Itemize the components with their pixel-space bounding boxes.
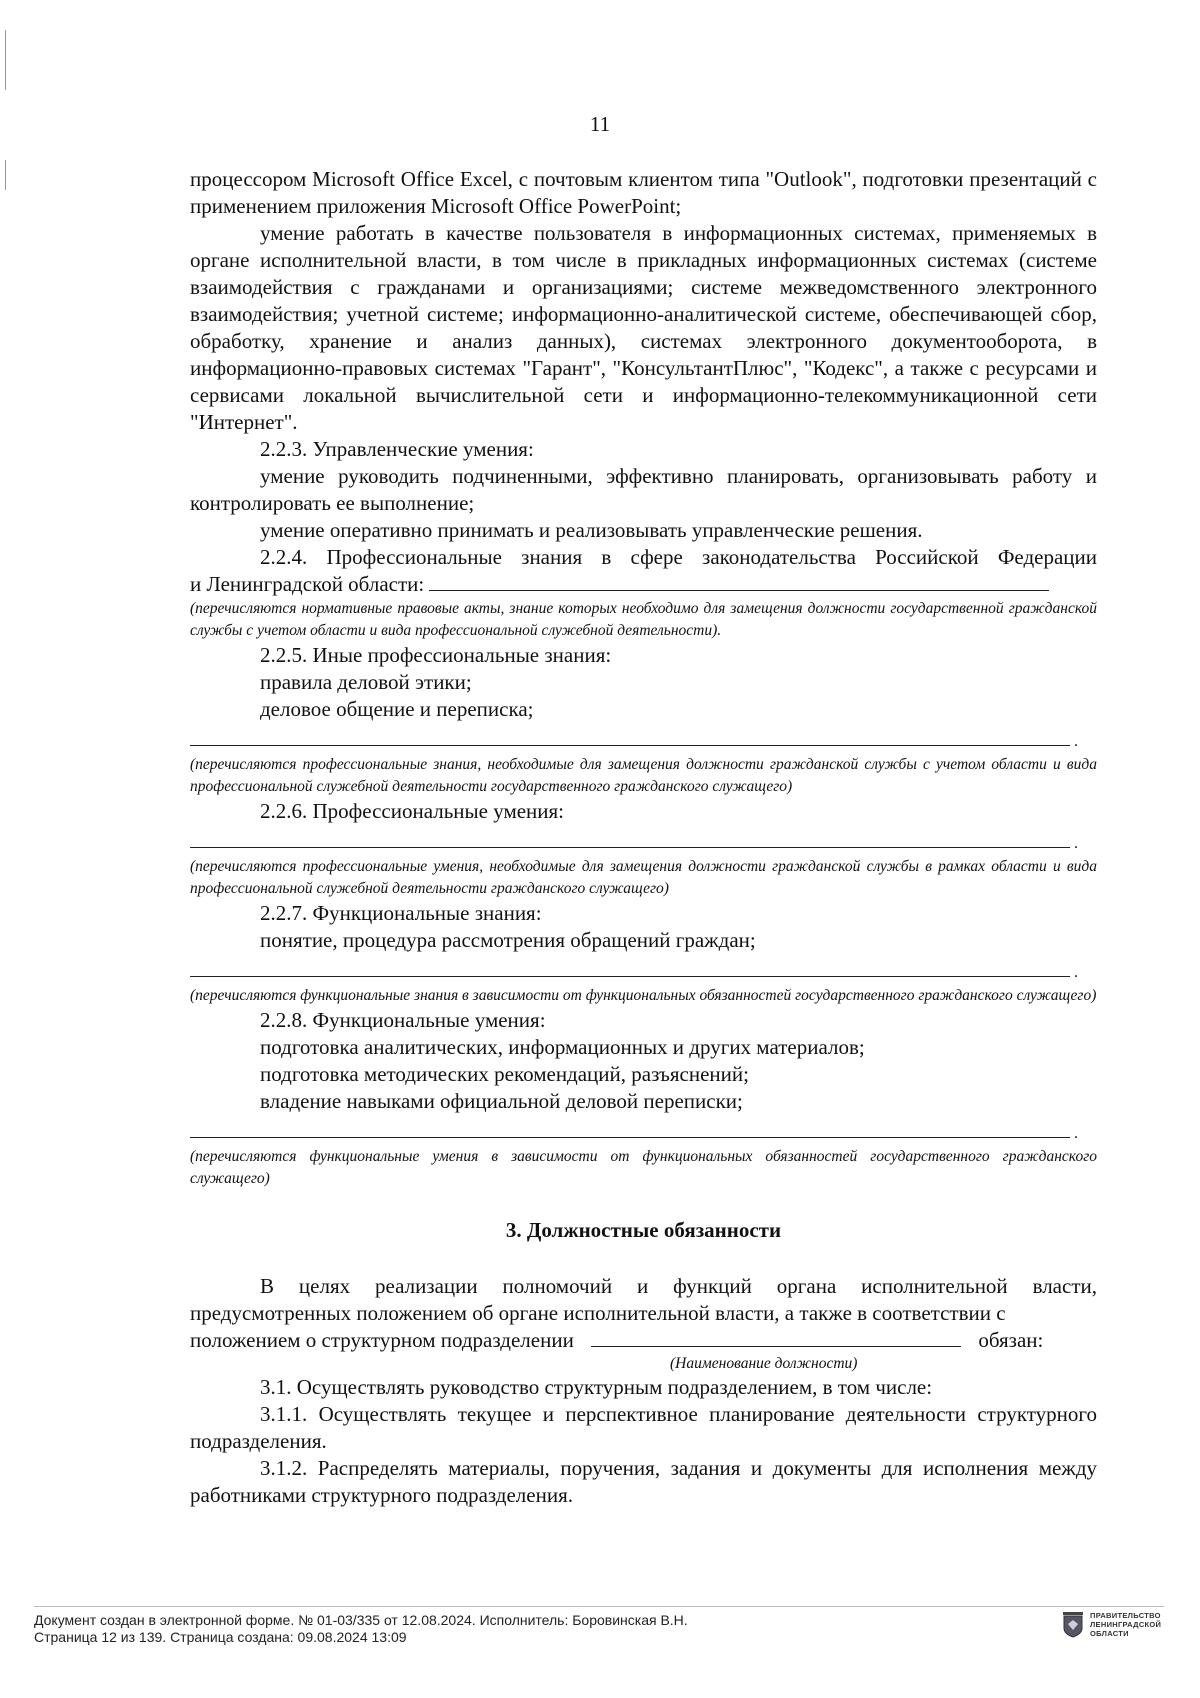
paragraph: 3.1.2. Распределять материалы, поручения, задания и документы для исполнения между работниками структурного подразделения. [190, 1456, 1097, 1507]
footer-divider [34, 1606, 1164, 1607]
paragraph-with-blank [190, 571, 1097, 598]
footer-line: Страница 12 из 139. Страница создана: 09.08.2024 13:09 [34, 1629, 407, 1645]
hint-note: (перечисляются профессиональные знания, необходимые для замещения должности гражданской службы с учетом области и вида профессиональной служебной деятельности государственного гражданского служащего) [190, 756, 1097, 795]
section-title: 2.2.3. Управленческие умения: [260, 437, 534, 461]
section-title: 2.2.4. Профессиональные знания в сфере законодательства Российской Федерации [260, 545, 1097, 569]
position-blank-line [591, 1328, 961, 1347]
paragraph: процессором Microsoft Office Excel, с почтовым клиентом типа "Outlook", подготовки презентаций с применением приложения Microsoft Office PowerPoint; [190, 167, 1097, 218]
scan-margin-mark [5, 30, 6, 90]
section-title: 2.2.6. Профессиональные умения: [260, 799, 565, 823]
hint-note: (перечисляются нормативные правовые акты, знание которых необходимо для замещения должности государственной гражданской службы с учетом области и вида профессиональной служебной деятельности). [190, 600, 1097, 639]
paragraph: В целях реализации полномочий и функций органа исполнительной власти, предусмотренных положением об органе исполнительной власти, а также в соответствии с [190, 1274, 1097, 1325]
list-item: умение руководить подчиненными, эффективно планировать, организовывать работу и контролировать ее выполнение; [190, 464, 1097, 515]
list-item: понятие, процедура рассмотрения обращений граждан; [260, 928, 756, 952]
blank-line [429, 572, 1049, 591]
paragraph-with-blank [190, 1327, 1097, 1354]
position-name-label: (Наименование должности) [670, 1355, 858, 1372]
list-item: подготовка аналитических, информационных и других материалов; [260, 1035, 865, 1059]
section-title: 2.2.8. Функциональные умения: [260, 1008, 546, 1032]
footer-line: Документ создан в электронной форме. № 01-03/335 от 12.08.2024. Исполнитель: Боровинская В.Н. [34, 1612, 688, 1628]
page-number: 11 [589, 112, 611, 136]
coat-of-arms-icon [1062, 1612, 1084, 1638]
hint-note: (перечисляются функциональные умения в зависимости от функциональных обязанностей государственного гражданского служащего) [190, 1148, 1097, 1187]
paragraph-text: и Ленинградской области: [190, 572, 425, 596]
section-heading: 3. Должностные обязанности [505, 1218, 782, 1242]
blank-line [190, 731, 1070, 746]
paragraph: 3.1.1. Осуществлять текущее и перспективное планирование деятельности структурного подразделения. [190, 1402, 1097, 1453]
paragraph: умение работать в качестве пользователя в информационных системах, применяемых в органе исполнительной власти, в том числе в прикладных информационных системах (системе взаимодействия с гражданами и организациями; системе межведомственного электронного взаимодействия; учетной системе; информационно-аналитической системе, обеспечивающей сбор, обработку, хранение и анализ данных), системах электронного документооборота, в информационно-правовых системах "Гарант", "КонсультантПлюс", "Кодекс", а также с ресурсами и сервисами локальной вычислительной сети и информационно-телекоммуникационной сети "Интернет". [190, 221, 1097, 434]
list-item: владение навыками официальной деловой переписки; [260, 1089, 743, 1113]
paragraph: 3.1. Осуществлять руководство структурным подразделением, в том числе: [260, 1375, 933, 1399]
list-item: деловое общение и переписка; [260, 697, 534, 721]
blank-line [190, 1123, 1070, 1138]
blank-line [190, 962, 1070, 977]
list-item: умение оперативно принимать и реализовывать управленческие решения. [260, 518, 923, 542]
hint-note: (перечисляются профессиональные умения, необходимые для замещения должности гражданской службы в рамках области и вида профессиональной служебной деятельности гражданского служащего) [190, 858, 1097, 897]
list-item: правила деловой этики; [260, 670, 472, 694]
list-item: подготовка методических рекомендаций, разъяснений; [260, 1062, 749, 1086]
section-title: 2.2.7. Функциональные знания: [260, 901, 542, 925]
document-body [190, 166, 1097, 1509]
section-title: 2.2.5. Иные профессиональные знания: [260, 643, 612, 667]
paragraph-text: обязан: [978, 1328, 1044, 1352]
paragraph-text: положением о структурном подразделении [190, 1328, 574, 1352]
hint-note: (перечисляются функциональные знания в зависимости от функциональных обязанностей государственного гражданского служащего) [190, 987, 1097, 1004]
scan-margin-mark [5, 160, 6, 190]
document-footer [34, 1612, 688, 1646]
blank-line [190, 833, 1070, 848]
government-name: ПРАВИТЕЛЬСТВО ЛЕНИНГРАДСКОЙ ОБЛАСТИ [1090, 1611, 1162, 1638]
